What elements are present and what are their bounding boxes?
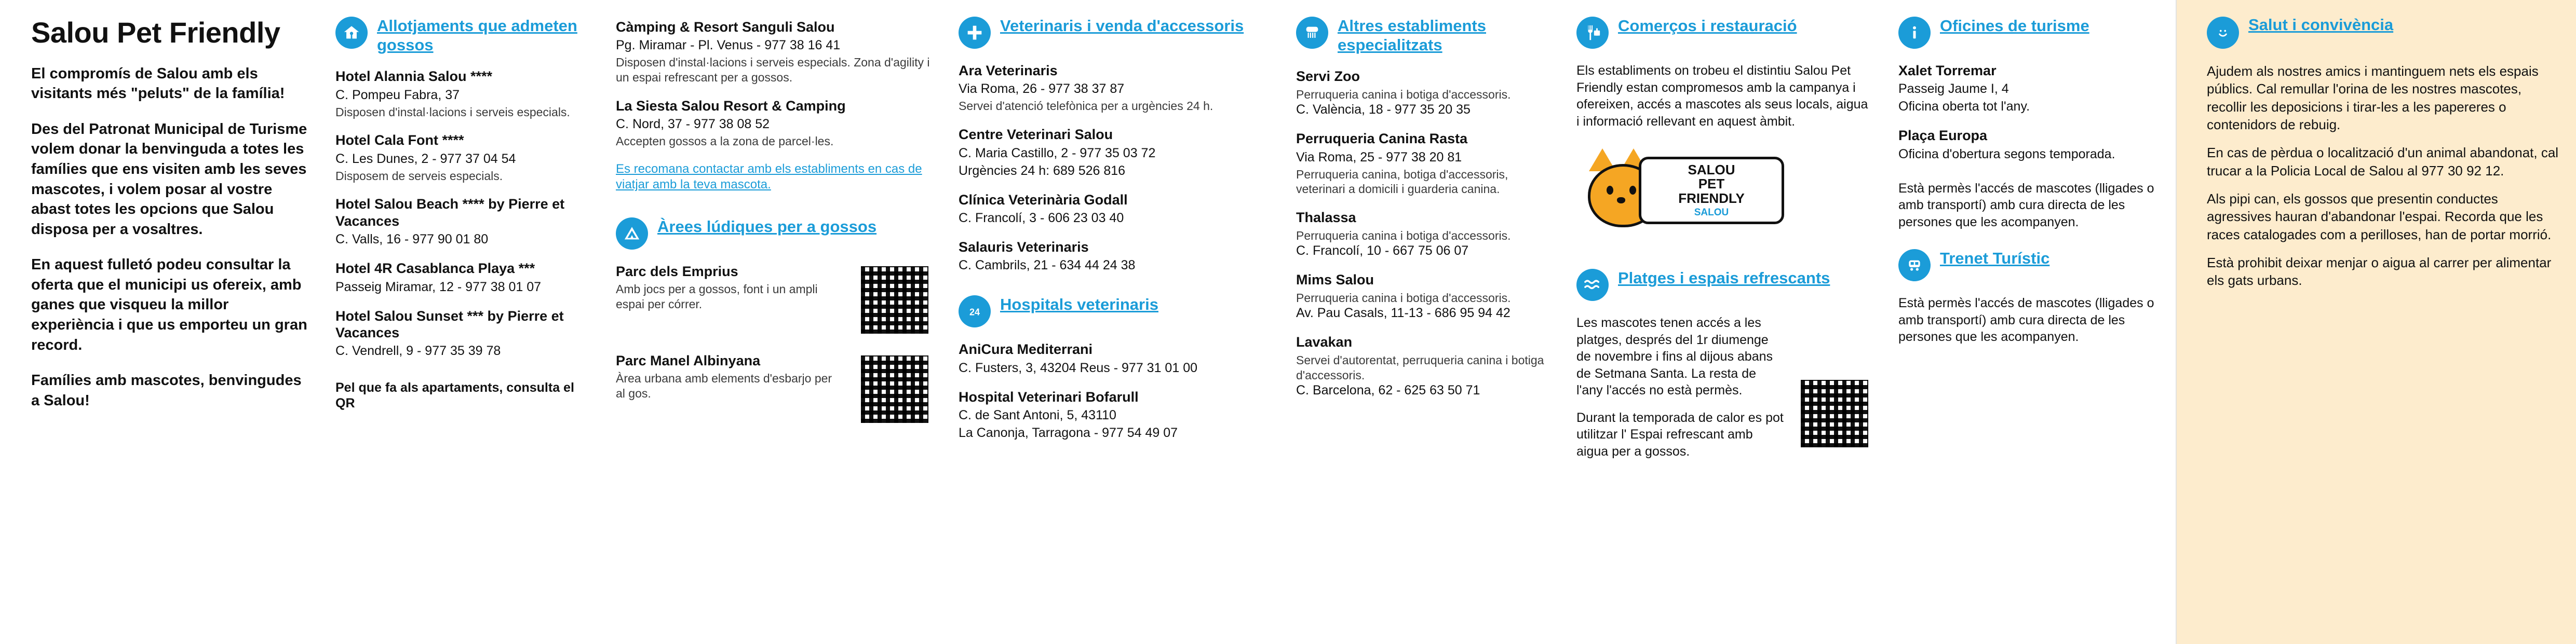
list-item bbox=[959, 341, 1269, 376]
entry-line: Av. Pau Casals, 11-13 - 686 95 94 42 bbox=[1296, 306, 1510, 321]
badge-text bbox=[1639, 157, 1784, 224]
platges-body-2: Durant la temporada de calor es pot utilitzar l' Espai refrescant amb aigua per a gossos. bbox=[1576, 410, 1784, 459]
qr-code[interactable] bbox=[1798, 377, 1871, 450]
section-title-oficines: Oficines de turisme bbox=[1940, 17, 2089, 35]
section-title-comercos: Comerços i restauració bbox=[1618, 17, 1797, 35]
entry-name: Centre Veterinari Salou bbox=[959, 127, 1113, 143]
entry-line: C. Valls, 16 - 977 90 01 80 bbox=[335, 232, 489, 247]
page-title: Salou Pet Friendly bbox=[31, 16, 280, 49]
section-title-salut: Salut i convivència bbox=[2248, 16, 2394, 34]
entry-name: Lavakan bbox=[1296, 334, 1353, 350]
list-item bbox=[1296, 68, 1549, 118]
section-altres bbox=[1283, 0, 1563, 644]
section-camping-arees bbox=[602, 0, 945, 644]
salut-paragraph-3: Als pipi can, els gossos que presentin conductes agressives hauran d'abandonar l'espai. Recorda que les races catalogades com a perilloses, han de portar morrió. bbox=[2207, 190, 2552, 242]
entry-note: Disposen d'instal·lacions i serveis especials. Zona d'agility i un espai refrescant per a gossos. bbox=[616, 56, 930, 85]
brush-icon bbox=[1296, 17, 1328, 49]
list-item bbox=[335, 308, 589, 360]
list-item bbox=[335, 132, 589, 183]
recommendation-link[interactable]: Es recomana contactar amb els establiments en cas de viatjar amb la teva mascota. bbox=[616, 162, 922, 192]
svg-text:24: 24 bbox=[969, 307, 980, 318]
list-item bbox=[959, 191, 1269, 226]
salut-paragraph-4: Està prohibit deixar menjar o aigua al carrer per alimentar els gats urbans. bbox=[2207, 254, 2552, 289]
entry-note: Servei d'autorentat, perruqueria canina i botiga d'accessoris. bbox=[1296, 353, 1544, 382]
entry-note: Servei d'atenció telefònica per a urgències 24 h. bbox=[959, 99, 1213, 113]
section-title-hospitals: Hospitals veterinaris bbox=[1000, 295, 1158, 314]
list-item bbox=[1296, 271, 1549, 321]
list-item bbox=[616, 263, 932, 337]
section-title-veterinaris: Veterinaris i venda d'accessoris bbox=[1000, 17, 1244, 35]
entry-note: Accepten gossos a la zona de parcel·les. bbox=[616, 134, 834, 148]
list-item bbox=[1296, 209, 1549, 259]
comercos-body: Els establiments on trobeu el distintiu Salou Pet Friendly estan compromesos amb la campanya i ofereixen, accés a mascotes als seus locals, aigua i informació rellevant en aquest àmbit. bbox=[1576, 63, 1868, 129]
entry-name: Perruqueria Canina Rasta bbox=[1296, 131, 1468, 147]
list-item bbox=[616, 19, 932, 85]
list-item bbox=[959, 62, 1269, 114]
badge-line-2: PET bbox=[1698, 176, 1725, 192]
entry-name: Hospital Veterinari Bofarull bbox=[959, 389, 1139, 405]
list-item bbox=[616, 98, 932, 149]
intro-paragraph-4: Famílies amb mascotes, benvingudes a Salou! bbox=[31, 372, 302, 409]
entry-note: Amb jocs per a gossos, font i un ampli espai per córrer. bbox=[616, 282, 818, 311]
entry-line: C. Nord, 37 - 977 38 08 52 bbox=[616, 117, 770, 132]
entry-name: Hotel Salou Beach **** by Pierre et Vacances bbox=[335, 196, 565, 229]
section-allotjaments bbox=[322, 0, 602, 644]
list-item bbox=[616, 352, 932, 426]
column-divider bbox=[2176, 0, 2177, 644]
tent-icon bbox=[616, 217, 648, 250]
badge-line-1: SALOU bbox=[1688, 162, 1735, 178]
entry-note: Disposem de serveis especials. bbox=[335, 169, 503, 183]
entry-name: Servi Zoo bbox=[1296, 68, 1360, 85]
list-item bbox=[335, 68, 589, 119]
entry-line: C. Pompeu Fabra, 37 bbox=[335, 87, 460, 102]
entry-line: C. Maria Castillo, 2 - 977 35 03 72 bbox=[959, 145, 1156, 160]
section-header-allotjaments bbox=[335, 16, 589, 54]
section-header-veterinaris bbox=[959, 16, 1269, 49]
entry-note: Oficina d'obertura segons temporada. bbox=[1898, 146, 2115, 161]
platges-body-1: Les mascotes tenen accés a les platges, després del 1r diumenge de novembre i fins al dijous abans de Setmana Santa. La resta de l'any l'accés no està permès. bbox=[1576, 316, 1773, 398]
trenet-body: Està permès l'accés de mascotes (lligades o amb transportí) amb cura directa de les persones que les acompanyen. bbox=[1898, 296, 2154, 345]
entry-name: Thalassa bbox=[1296, 210, 1356, 226]
section-salut bbox=[2176, 0, 2576, 644]
entry-note: Oficina oberta tot l'any. bbox=[1898, 99, 2030, 114]
cross-vet-icon bbox=[959, 17, 991, 49]
entry-name: Hotel Cala Font **** bbox=[335, 132, 464, 148]
entry-line: La Canonja, Tarragona - 977 54 49 07 bbox=[959, 426, 1178, 441]
entry-name: Parc dels Emprius bbox=[616, 264, 738, 280]
salou-pet-friendly-badge bbox=[1576, 143, 1795, 257]
entry-note: Perruqueria canina i botiga d'accessoris. bbox=[1296, 291, 1511, 305]
entry-line: C. Cambrils, 21 - 634 44 24 38 bbox=[959, 258, 1136, 273]
entry-name: Parc Manel Albinyana bbox=[616, 353, 761, 369]
intro-paragraph-3: En aquest fulletó podeu consultar la oferta que el municipi us ofereix, amb ganes que visqueu la millor experiència i que us emporteu un gran record. bbox=[31, 256, 307, 353]
house-pet-icon bbox=[335, 17, 368, 49]
entry-name: Càmping & Resort Sanguli Salou bbox=[616, 19, 835, 35]
waves-icon bbox=[1576, 269, 1609, 301]
section-title-trenet: Trenet Turístic bbox=[1940, 249, 2050, 268]
entry-line: C. Barcelona, 62 - 625 63 50 71 bbox=[1296, 383, 1480, 398]
intro-paragraph-2: Des del Patronat Municipal de Turisme volem donar la benvinguda a totes les famílies que ens visiten amb les seves mascotes, i volem posar al vostre abast totes les opcions que Salou disposa per a vosaltres. bbox=[31, 120, 307, 238]
entry-name: Hotel 4R Casablanca Playa *** bbox=[335, 261, 535, 277]
section-title-allotjaments: Allotjaments que admeten gossos bbox=[377, 17, 577, 54]
list-item bbox=[1898, 62, 2162, 115]
entry-note: Perruqueria canina i botiga d'accessoris. bbox=[1296, 228, 1511, 242]
section-title-altres: Altres establiments especialitzats bbox=[1338, 17, 1486, 54]
list-item bbox=[959, 239, 1269, 273]
list-item bbox=[959, 389, 1269, 441]
smiley-icon bbox=[2207, 17, 2239, 49]
entry-line: C. Francolí, 3 - 606 23 03 40 bbox=[959, 210, 1124, 225]
section-header-comercos bbox=[1576, 16, 1871, 49]
entry-note: Perruqueria canina i botiga d'accessoris. bbox=[1296, 87, 1511, 101]
section-comercos bbox=[1563, 0, 1885, 644]
section-header-altres bbox=[1296, 16, 1549, 54]
qr-code[interactable] bbox=[858, 263, 932, 337]
badge-subtext: SALOU bbox=[1694, 207, 1729, 218]
section-oficines bbox=[1885, 0, 2176, 644]
list-item bbox=[1296, 334, 1549, 399]
qr-code[interactable] bbox=[858, 352, 932, 426]
entry-line: C. de Sant Antoni, 5, 43110 bbox=[959, 408, 1116, 423]
entry-line: C. Fusters, 3, 43204 Reus - 977 31 01 00 bbox=[959, 360, 1197, 375]
section-veterinaris bbox=[945, 0, 1283, 644]
section-title-platges: Platges i espais refrescants bbox=[1618, 269, 1830, 287]
qr-caption-apartaments: Pel que fa als apartaments, consulta el QR bbox=[335, 380, 574, 411]
section-header-salut bbox=[2207, 16, 2562, 49]
section-header-platges bbox=[1576, 268, 1871, 301]
entry-name: Ara Veterinaris bbox=[959, 63, 1058, 78]
entry-line: C. Vendrell, 9 - 977 35 39 78 bbox=[335, 344, 501, 359]
section-title-arees: Àrees lúdiques per a gossos bbox=[657, 217, 877, 236]
intro-paragraph-1: El compromís de Salou amb els visitants més "peluts" de la família! bbox=[31, 65, 285, 102]
entry-note: Disposen d'instal·lacions i serveis especials. bbox=[335, 105, 570, 119]
entry-note: Perruqueria canina, botiga d'accessoris, veterinari a domicili i guarderia canina. bbox=[1296, 167, 1508, 196]
section-header-hospitals bbox=[959, 294, 1269, 327]
section-header-trenet bbox=[1898, 248, 2162, 281]
list-item bbox=[1296, 130, 1549, 197]
entry-line: Via Roma, 25 - 977 38 20 81 bbox=[1296, 149, 1462, 165]
salut-paragraph-1: Ajudem als nostres amics i mantinguem nets els espais públics. Cal remullar l'orina de les nostres mascotes, recollir les deposicions i tirar-les a les papereres o contenidors de rebuig. bbox=[2207, 63, 2539, 132]
section-header-oficines bbox=[1898, 16, 2162, 49]
hospital-24-icon bbox=[959, 295, 991, 327]
entry-line: C. Les Dunes, 2 - 977 37 04 54 bbox=[335, 151, 516, 166]
entry-name: La Siesta Salou Resort & Camping bbox=[616, 98, 846, 114]
entry-name: Mims Salou bbox=[1296, 272, 1374, 288]
entry-name: Plaça Europa bbox=[1898, 128, 1988, 144]
entry-name: AniCura Mediterrani bbox=[959, 341, 1093, 358]
entry-line: C. Francolí, 10 - 667 75 06 07 bbox=[1296, 243, 1469, 258]
entry-line: Via Roma, 26 - 977 38 37 87 bbox=[959, 81, 1125, 97]
entry-name: Xalet Torremar bbox=[1898, 63, 1997, 78]
list-item bbox=[1898, 127, 2162, 162]
entry-line: Passeig Miramar, 12 - 977 38 01 07 bbox=[335, 279, 542, 294]
list-item bbox=[335, 260, 589, 295]
entry-line: Passeig Jaume I, 4 bbox=[1898, 81, 2009, 97]
entry-name: Hotel Alannia Salou **** bbox=[335, 68, 493, 85]
entry-name: Hotel Salou Sunset *** by Pierre et Vacances bbox=[335, 308, 564, 340]
list-item bbox=[959, 126, 1269, 179]
entry-name: Salauris Veterinaris bbox=[959, 239, 1089, 255]
salut-paragraph-2: En cas de pèrdua o localització d'un animal abandonat, cal trucar a la Policia Local de Salou al 977 30 92 12. bbox=[2207, 145, 2559, 179]
section-header-arees bbox=[616, 216, 932, 250]
oficines-body: Està permès l'accés de mascotes (lligades o amb transportí) amb cura directa de les persones que les acompanyen. bbox=[1898, 181, 2154, 229]
entry-line: Pg. Miramar - Pl. Venus - 977 38 16 41 bbox=[616, 38, 841, 53]
info-icon bbox=[1898, 17, 1931, 49]
intro-column bbox=[0, 0, 322, 644]
entry-name: Clínica Veterinària Godall bbox=[959, 191, 1128, 208]
entry-note: Àrea urbana amb elements d'esbarjo per al gos. bbox=[616, 372, 832, 401]
badge-line-3: FRIENDLY bbox=[1678, 190, 1745, 206]
fork-gift-icon bbox=[1576, 17, 1609, 49]
list-item bbox=[335, 196, 589, 248]
entry-line: C. València, 18 - 977 35 20 35 bbox=[1296, 102, 1471, 117]
entry-line: Urgències 24 h: 689 526 816 bbox=[959, 163, 1126, 178]
train-icon bbox=[1898, 249, 1931, 281]
